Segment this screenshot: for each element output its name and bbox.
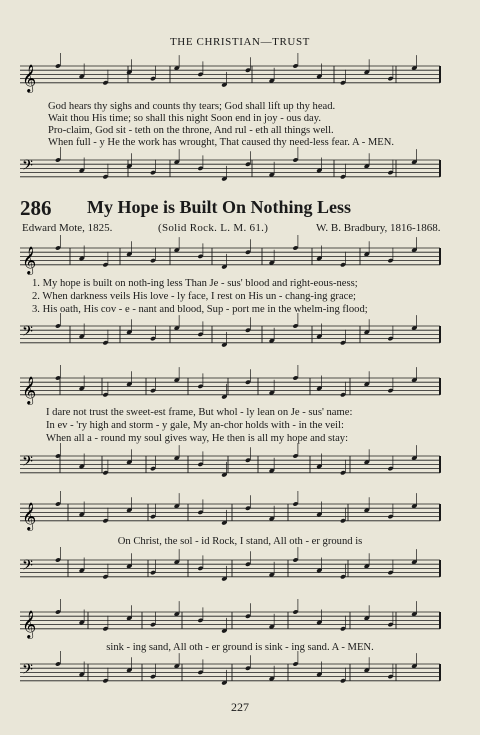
verse-1-line-1: 1. My hope is built on noth-ing less Than Je - sus' blood and right-eous-ness;: [32, 278, 358, 289]
page-number: 227: [231, 700, 249, 714]
refrain-line-2: sink - ing sand, All oth - er ground is sink - ing sand. A - MEN.: [106, 642, 374, 653]
verse-1-line-2: I dare not trust the sweet-est frame, But whol - ly lean on Je - sus' name:: [46, 407, 353, 418]
system-4-treble: [20, 599, 440, 639]
previous-staff-bass: [20, 147, 440, 182]
words-credit: Edward Mote, 1825.: [22, 222, 113, 234]
bass-clef-icon: 𝄢: [22, 323, 33, 344]
system-1-bass: [20, 313, 440, 348]
verse-2-line-1: 2. When darkness veils His love - ly face, I rest on His un - chang-ing grace;: [32, 291, 356, 302]
system-2-treble: [20, 365, 440, 405]
bass-clef-icon: 𝄢: [22, 453, 33, 474]
system-2-bass: [20, 443, 440, 478]
bass-clef-icon: 𝄢: [22, 157, 33, 178]
treble-clef-icon: 𝄞: [22, 609, 37, 638]
verse-3-line-2: When all a - round my soul gives way, He then is all my hope and stay:: [46, 433, 349, 444]
previous-lyric-line-1: God hears thy sighs and counts thy tears; God shall lift up thy head.: [48, 101, 336, 112]
tune-credit: (Solid Rock. L. M. 61.): [158, 222, 269, 234]
previous-lyric-line-2: Wait thou His time; so shall this night Soon end in joy - ous day.: [48, 113, 322, 124]
music-credit: W. B. Bradbury, 1816-1868.: [316, 222, 441, 234]
verse-3-line-1: 3. His oath, His cov - e - nant and blood, Sup - port me in the whelm-ing flood;: [32, 304, 368, 315]
bass-clef-icon: 𝄢: [22, 557, 33, 578]
refrain-line-1: On Christ, the sol - id Rock, I stand, All oth - er ground is: [117, 536, 363, 547]
hymn-title: My Hope is Built On Nothing Less: [87, 197, 352, 217]
system-3-treble: [20, 491, 440, 531]
treble-clef-icon: 𝄞: [22, 375, 37, 404]
verse-2-line-2: In ev - 'ry high and storm - y gale, My an-chor holds with - in the veil:: [46, 420, 344, 431]
bass-clef-icon: 𝄢: [22, 661, 33, 682]
running-head: THE CHRISTIAN—TRUST: [169, 36, 311, 48]
treble-clef-icon: 𝄞: [22, 63, 37, 92]
previous-lyric-line-4: When full - y He the work has wrought, That caused thy need-less fear. A - MEN.: [48, 137, 395, 148]
previous-lyric-line-3: Pro-claim, God sit - teth on the throne, And rul - eth all things well.: [48, 125, 334, 136]
system-1-treble: [20, 235, 440, 275]
hymn-number: 286: [20, 196, 52, 220]
system-4-bass: [20, 651, 440, 686]
system-3-bass: [20, 547, 440, 582]
previous-staff-treble: [20, 53, 440, 93]
treble-clef-icon: 𝄞: [22, 501, 37, 530]
treble-clef-icon: 𝄞: [22, 245, 37, 274]
